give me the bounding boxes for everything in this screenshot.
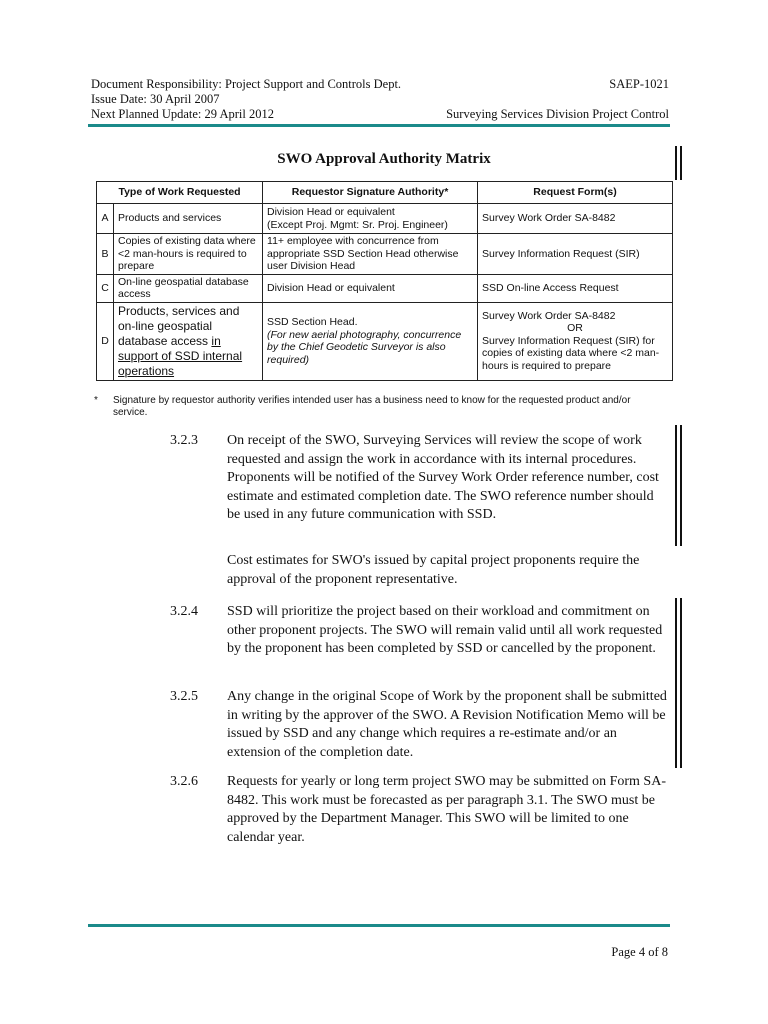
form-or: OR — [567, 322, 583, 335]
paragraph-number: 3.2.5 — [170, 689, 198, 704]
col-header-forms: Request Form(s) — [478, 182, 673, 204]
form-line-2: Survey Information Request (SIR) for copies of existing data where <2 man-hours is required to prepare — [482, 334, 660, 372]
col-header-type: Type of Work Requested — [97, 182, 263, 204]
table-row — [97, 204, 673, 234]
paragraph-text: SSD will prioritize the project based on their workload and commitment on other proponent projects. The SWO will remain valid until all work requested by the proponent has been completed by SSD or cancelled by the proponent. — [227, 604, 663, 656]
paragraph-3-2-6 — [170, 773, 670, 847]
row-letter: B — [97, 234, 114, 275]
page-number: Page 4 of 8 — [611, 945, 668, 959]
col-header-authority: Requestor Signature Authority* — [263, 182, 478, 204]
row-letter: A — [97, 204, 114, 234]
header-rule — [88, 124, 670, 127]
paragraph-number: 3.2.3 — [170, 433, 198, 448]
change-bar — [680, 146, 682, 180]
header-line-3 — [91, 106, 669, 122]
paragraph-number: 3.2.6 — [170, 774, 198, 789]
table-row — [97, 274, 673, 302]
change-bar — [680, 598, 682, 768]
table-row — [97, 234, 673, 275]
header-line-1 — [91, 76, 669, 92]
issue-date: Issue Date: 30 April 2007 — [91, 92, 220, 106]
authority-note: (Except Proj. Mgmt: Sr. Proj. Engineer) — [267, 218, 448, 231]
change-bar — [680, 425, 682, 546]
signature-authority: 11+ employee with concurrence from appropriate SSD Section Head otherwise user Division Head — [263, 234, 478, 275]
authority-text: SSD Section Head. — [267, 316, 358, 328]
request-form: SSD On-line Access Request — [478, 274, 673, 302]
table-header-row — [97, 182, 673, 204]
paragraph-number: 3.2.4 — [170, 604, 198, 619]
table-row — [97, 302, 673, 380]
change-bar — [675, 425, 677, 546]
footnote-text: Signature by requestor authority verifies intended user has a business need to know for the requested product and/or service. — [113, 395, 631, 418]
paragraph-3-2-3 — [170, 432, 670, 525]
row-letter: C — [97, 274, 114, 302]
change-bar — [675, 146, 677, 180]
paragraph-3-2-4 — [170, 603, 670, 659]
footer-rule — [88, 924, 670, 927]
work-type-underlined: in support of SSD internal operations — [118, 333, 243, 378]
paragraph-3-2-5 — [170, 688, 670, 762]
doc-section: Surveying Services Division Project Control — [446, 107, 669, 121]
work-type: Products and services — [114, 204, 263, 234]
next-update: Next Planned Update: 29 April 2012 — [91, 107, 274, 121]
signature-authority — [263, 302, 478, 380]
paragraph-3-2-3-continuation — [170, 552, 670, 589]
table-title: SWO Approval Authority Matrix — [277, 151, 491, 167]
doc-responsibility: Document Responsibility: Project Support and Controls Dept. — [91, 77, 402, 91]
work-type: On-line geospatial database access — [114, 274, 263, 302]
paragraph-text: On receipt of the SWO, Surveying Services will review the scope of work requested and assign the work in accordance with its internal procedures. Proponents will be notified of the Survey Work Order reference number, cost estimate and estimated completion date. The SWO reference number should be used in any future communication with SSD. — [227, 433, 659, 522]
authority-note: (For new aerial photography, concurrence by the Chief Geodetic Surveyor is also required) — [267, 328, 462, 366]
approval-matrix-table — [96, 181, 673, 381]
request-form: Survey Work Order SA-8482 — [478, 204, 673, 234]
work-type — [114, 302, 263, 380]
paragraph-text: Any change in the original Scope of Work by the proponent shall be submitted in writing by the approver of the SWO. A Revision Notification Memo will be issued by SSD and any change which requires a re-estimate and/or an extension of the completion date. — [227, 689, 667, 760]
paragraph-text: Requests for yearly or long term project SWO may be submitted on Form SA-8482. This work must be forecasted as per paragraph 3.1. The SWO must be approved by the Department Manager. This SWO will be limited to one calendar year. — [227, 774, 666, 845]
signature-authority: Division Head or equivalent — [263, 274, 478, 302]
authority-text: Division Head or equivalent — [267, 206, 395, 218]
row-letter: D — [97, 302, 114, 380]
header-line-2 — [91, 91, 669, 107]
paragraph-text: Cost estimates for SWO's issued by capital project proponents require the approval of the proponent representative. — [227, 553, 640, 587]
work-type-text: Products, services and on-line geospatial database access — [118, 303, 240, 348]
signature-authority — [263, 204, 478, 234]
work-type: Copies of existing data where <2 man-hours is required to prepare — [114, 234, 263, 275]
request-form — [478, 302, 673, 380]
change-bar — [675, 598, 677, 768]
request-form: Survey Information Request (SIR) — [478, 234, 673, 275]
doc-id: SAEP-1021 — [609, 77, 669, 91]
footnote-marker: * — [94, 395, 98, 406]
form-line-1: Survey Work Order SA-8482 — [482, 309, 616, 322]
table-footnote — [94, 395, 654, 419]
